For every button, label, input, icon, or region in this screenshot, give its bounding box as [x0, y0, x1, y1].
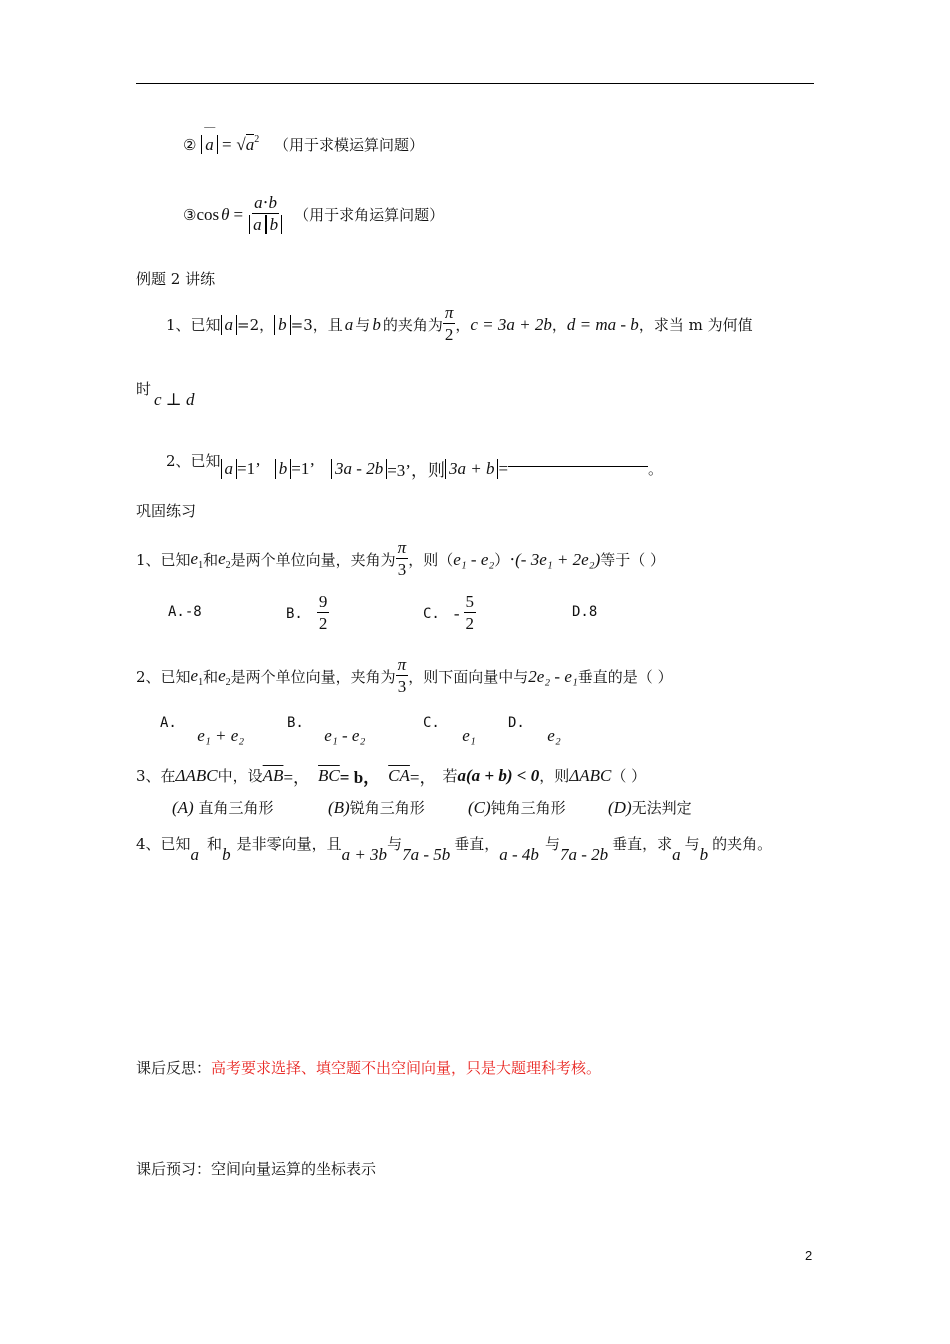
example-heading: 例题 2 讲练 — [136, 270, 216, 288]
formula-3-note: （用于求角运算问题） — [294, 206, 445, 224]
ex1-perp: c ⊥ d — [154, 390, 195, 409]
formula-2-eq: = — [221, 135, 232, 154]
q1-option-b[interactable]: B. $\frac{9}{2}$ — [286, 592, 328, 633]
example-2: 2、已知 a =1’ b =1’ 3a - 2b =3’，则 3a + b = 。 — [166, 452, 664, 480]
preview-text: 空间向量运算的坐标表示 — [211, 1160, 377, 1178]
formula-2-lhs: ‒‒ a — [201, 135, 222, 154]
q3-option-c[interactable]: (C)钝角三角形 — [468, 798, 566, 817]
question-4: 4、已知 a 和 b 是非零向量，且 a + 3b 与 7a - 5b 垂直， a - 4b 与 7a - 2b 垂直，求 a 与 b 的夹角。 — [136, 835, 773, 864]
q3-option-a[interactable]: (A) 直角三角形 — [172, 798, 274, 817]
formula-3-theta: θ — [221, 204, 230, 224]
ex1-c-def: c = 3a + 2b — [470, 314, 552, 334]
q2-angle-fraction: $\frac{\pi}{3}$ — [397, 655, 407, 696]
formula-2-note: （用于求模运算问题） — [273, 136, 424, 154]
ex1-d-def: d = ma - b — [566, 314, 639, 334]
ex1-line2: 时 — [136, 380, 152, 398]
formula-2 — [183, 121, 424, 155]
question-3: 3、在 ΔABC 中，设 $\overline{AB}$ =， $\overline{BC}$ = b， $\overline{CA}$ =， 若 a(a + b) < 0 ，则 ΔABC （ ） — [136, 765, 647, 787]
formula-3-eq: = — [233, 204, 244, 224]
reflection-label: 课后反思： — [136, 1059, 212, 1077]
question-2: 2、已知 $e_1$ 和 $e_2$ 是两个单位向量，夹角为 $\frac{\pi}{3}$ ，则下面向量中与 2e₂ - e₁ 垂直的是（ ） — [136, 655, 673, 696]
q2-option-c[interactable]: C. e₁ — [423, 715, 476, 745]
formula-3-cos: cos — [196, 204, 220, 224]
q2-option-b[interactable]: B. e₁ - e₂ — [287, 715, 366, 745]
formula-3-fraction: $\frac{a\cdot b}{\text{a b}}$ — [247, 193, 284, 236]
q1-option-a[interactable]: A.-8 — [168, 604, 202, 620]
ex2-answer-blank[interactable] — [508, 466, 648, 467]
q1-option-d[interactable]: D.8 — [572, 604, 598, 620]
formula-2-marker: ② — [183, 136, 197, 154]
q1-option-c[interactable]: C. - $\frac{5}{2}$ — [423, 592, 475, 633]
formula-2-sqrt: $√a^2$ — [236, 134, 260, 154]
q3-option-d[interactable]: (D)无法判定 — [608, 798, 692, 817]
q3-option-b[interactable]: (B)锐角三角形 — [328, 798, 425, 817]
page-number: 2 — [805, 1248, 813, 1263]
header-rule — [136, 83, 814, 84]
reflection-text: 高考要求选择、填空题不出空间向量，只是大题理科考核。 — [211, 1059, 602, 1077]
example-1: 1、已知 a =2， b =3，且 a 与 b 的夹角为 $\frac{\pi}{2}$ ， c = 3a + 2b ， d = ma - b ，求当 m 为何值 — [166, 303, 753, 344]
ex1-angle-fraction: $\frac{\pi}{2}$ — [444, 303, 454, 344]
preview — [136, 1158, 376, 1179]
ex1-norm-a: a — [221, 315, 238, 335]
formula-3-marker: ③ — [183, 205, 197, 224]
reflection — [136, 1057, 601, 1078]
ex1-norm-b: b — [274, 315, 291, 335]
preview-label: 课后预习： — [136, 1160, 212, 1178]
q1-angle-fraction: $\frac{\pi}{3}$ — [397, 538, 407, 579]
question-1: 1、已知 $e_1$ 和 $e_2$ 是两个单位向量，夹角为 $\frac{\pi}{3}$ ，则（ e₁ - e₂ ） ⋅ (- 3e₁ + 2e₂) 等于（ ） — [136, 538, 666, 579]
q2-option-d[interactable]: D. e₂ — [508, 715, 561, 745]
q2-option-a[interactable]: A. e₁ + e₂ — [160, 715, 245, 745]
formula-3 — [183, 193, 444, 236]
practice-heading: 巩固练习 — [136, 502, 197, 520]
